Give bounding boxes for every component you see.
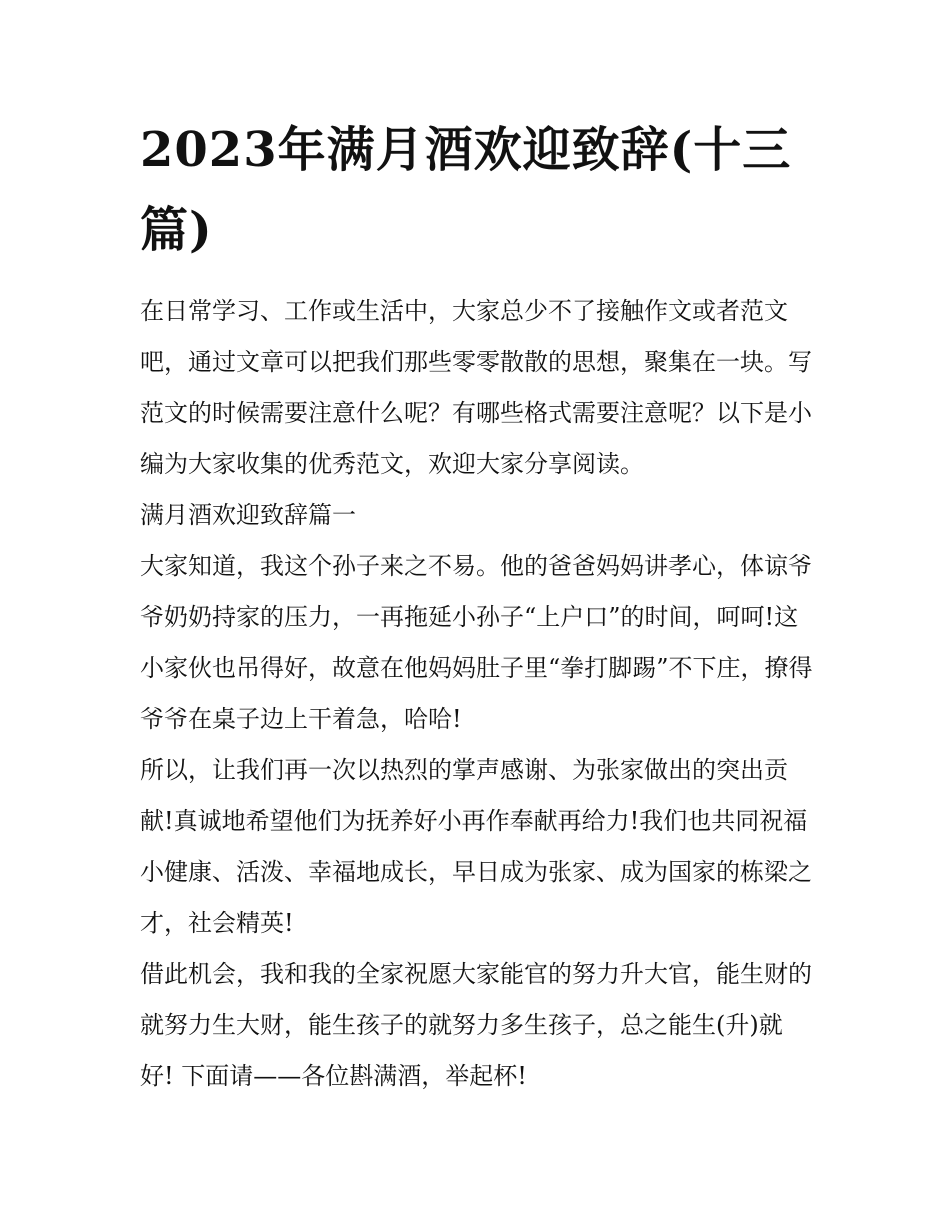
document-body [140, 286, 815, 1102]
body-paragraph-3: 借此机会，我和我的全家祝愿大家能官的努力升大官，能生财的就努力生大财，能生孩子的就努力多生孩子，总之能生(升)就好! 下面请——各位斟满酒，举起杯! [140, 960, 812, 1090]
document-title: 2023年满月酒欢迎致辞(十三篇) [140, 122, 792, 258]
body-paragraph-2: 所以，让我们再一次以热烈的掌声感谢、为张家做出的突出贡献!真诚地希望他们为抚养好小再作奉献再给力!我们也共同祝福小健康、活泼、幸福地成长，早日成为张家、成为国家的栋梁之才，社会精英! [140, 756, 812, 937]
body-paragraph-1: 大家知道，我这个孙子来之不易。他的爸爸妈妈讲孝心，体谅爷爷奶奶持家的压力，一再拖延小孙子“上户口”的时间，呵呵!这小家伙也吊得好，故意在他妈妈肚子里“拳打脚踢”不下庄，撩得爷爷在桌子边上干着急，哈哈! [140, 552, 813, 733]
intro-paragraph: 在日常学习、工作或生活中，大家总少不了接触作文或者范文吧，通过文章可以把我们那些零零散散的思想，聚集在一块。写范文的时候需要注意什么呢？有哪些格式需要注意呢？以下是小编为大家收集的优秀范文，欢迎大家分享阅读。 [140, 297, 812, 478]
section-heading: 满月酒欢迎致辞篇一 [140, 501, 356, 529]
document-page [140, 110, 815, 1102]
